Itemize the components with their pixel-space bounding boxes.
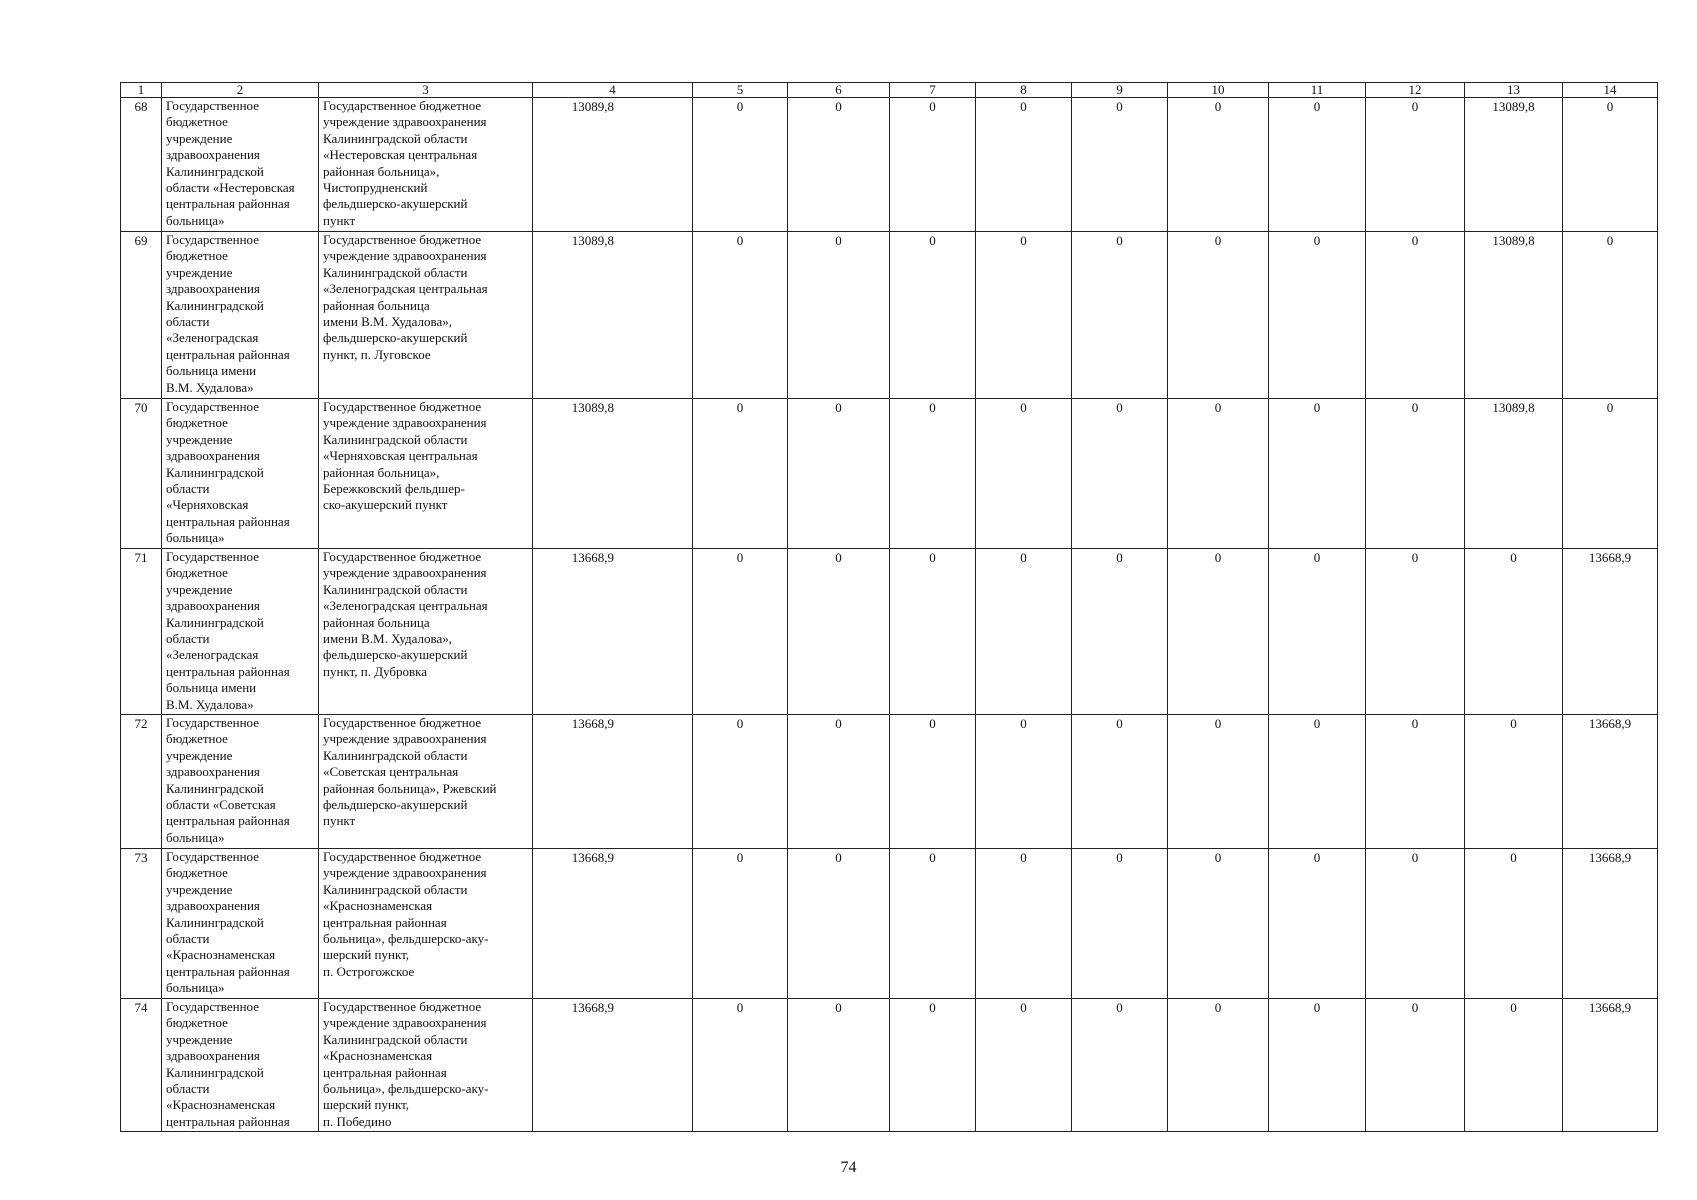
value-cell: 0 xyxy=(1465,715,1563,849)
value-cell: 0 xyxy=(788,549,890,715)
row-number: 72 xyxy=(121,715,162,849)
value-cell: 0 xyxy=(1366,232,1465,399)
value-cell: 13668,9 xyxy=(1563,549,1658,715)
column-header: 1 xyxy=(121,83,162,98)
value-cell: 0 xyxy=(788,849,890,999)
value-cell: 0 xyxy=(890,399,976,549)
value-cell: 0 xyxy=(1072,999,1168,1132)
column-header: 2 xyxy=(162,83,319,98)
value-cell: 0 xyxy=(1072,399,1168,549)
table-row xyxy=(121,849,1658,999)
column-header: 10 xyxy=(1168,83,1269,98)
column-header: 3 xyxy=(319,83,533,98)
value-cell: 0 xyxy=(693,849,788,999)
value-cell: 13668,9 xyxy=(533,715,693,849)
value-cell: 0 xyxy=(1269,98,1366,232)
value-cell: 0 xyxy=(1366,999,1465,1132)
value-cell: 0 xyxy=(693,999,788,1132)
value-cell: 0 xyxy=(976,715,1072,849)
value-cell: 0 xyxy=(976,399,1072,549)
column-header: 13 xyxy=(1465,83,1563,98)
value-cell: 0 xyxy=(890,999,976,1132)
value-cell: 13668,9 xyxy=(533,999,693,1132)
object-cell: Государственное бюджетное учреждение здравоохранения Калининградской области «Зеленоградская центральная районная больница имени В.М. Худалова», фельдшерско-акушерский пункт, п. Луговское xyxy=(319,232,533,399)
value-cell: 13089,8 xyxy=(1465,399,1563,549)
value-cell: 13668,9 xyxy=(533,549,693,715)
value-cell: 0 xyxy=(693,232,788,399)
value-cell: 0 xyxy=(1269,549,1366,715)
page-number: 74 xyxy=(840,1159,857,1176)
value-cell: 0 xyxy=(1168,849,1269,999)
value-cell: 0 xyxy=(1168,98,1269,232)
object-cell: Государственное бюджетное учреждение здравоохранения Калининградской области «Зеленоградская центральная районная больница имени В.М. Худалова», фельдшерско-акушерский пункт, п. Дубровка xyxy=(319,549,533,715)
value-cell: 13089,8 xyxy=(1465,232,1563,399)
value-cell: 0 xyxy=(1563,232,1658,399)
value-cell: 13089,8 xyxy=(533,232,693,399)
value-cell: 0 xyxy=(1269,399,1366,549)
value-cell: 0 xyxy=(890,549,976,715)
recipient-cell: Государственное бюджетное учреждение здравоохранения Калининградской области «Краснознаменская центральная районная больница» xyxy=(162,849,319,999)
value-cell: 0 xyxy=(1072,715,1168,849)
value-cell: 0 xyxy=(788,715,890,849)
value-cell: 0 xyxy=(1366,549,1465,715)
value-cell: 13089,8 xyxy=(533,98,693,232)
value-cell: 0 xyxy=(1269,232,1366,399)
value-cell: 0 xyxy=(1269,849,1366,999)
object-cell: Государственное бюджетное учреждение здравоохранения Калининградской области «Черняховская центральная районная больница», Бережковский фельдшер- ско-акушерский пункт xyxy=(319,399,533,549)
value-cell: 0 xyxy=(1465,849,1563,999)
column-header: 6 xyxy=(788,83,890,98)
value-cell: 0 xyxy=(693,98,788,232)
object-cell: Государственное бюджетное учреждение здравоохранения Калининградской области «Краснознаменская центральная районная больница», фельдшерско-аку- шерский пункт, п. Острогожское xyxy=(319,849,533,999)
value-cell: 0 xyxy=(788,98,890,232)
column-header: 14 xyxy=(1563,83,1658,98)
recipient-cell: Государственное бюджетное учреждение здравоохранения Калининградской области «Нестеровская центральная районная больница» xyxy=(162,98,319,232)
value-cell: 13089,8 xyxy=(533,399,693,549)
value-cell: 0 xyxy=(788,399,890,549)
value-cell: 13668,9 xyxy=(1563,999,1658,1132)
recipient-cell: Государственное бюджетное учреждение здравоохранения Калининградской области «Зеленоградская центральная районная больница имени В.М. Худалова» xyxy=(162,232,319,399)
value-cell: 0 xyxy=(976,98,1072,232)
value-cell: 13668,9 xyxy=(1563,715,1658,849)
value-cell: 0 xyxy=(890,715,976,849)
row-number: 70 xyxy=(121,399,162,549)
value-cell: 0 xyxy=(1072,232,1168,399)
column-header: 9 xyxy=(1072,83,1168,98)
value-cell: 13668,9 xyxy=(533,849,693,999)
value-cell: 0 xyxy=(1366,849,1465,999)
column-header: 8 xyxy=(976,83,1072,98)
value-cell: 0 xyxy=(1366,399,1465,549)
value-cell: 0 xyxy=(1072,849,1168,999)
value-cell: 0 xyxy=(1563,98,1658,232)
value-cell: 0 xyxy=(1366,98,1465,232)
column-header: 11 xyxy=(1269,83,1366,98)
table-row xyxy=(121,715,1658,849)
value-cell: 0 xyxy=(1269,999,1366,1132)
value-cell: 0 xyxy=(890,98,976,232)
value-cell: 0 xyxy=(1465,999,1563,1132)
value-cell: 13089,8 xyxy=(1465,98,1563,232)
value-cell: 0 xyxy=(1168,999,1269,1132)
column-header: 4 xyxy=(533,83,693,98)
value-cell: 0 xyxy=(976,232,1072,399)
column-header: 5 xyxy=(693,83,788,98)
table-row xyxy=(121,999,1658,1132)
value-cell: 0 xyxy=(1269,715,1366,849)
table-row xyxy=(121,399,1658,549)
value-cell: 0 xyxy=(788,232,890,399)
object-cell: Государственное бюджетное учреждение здравоохранения Калининградской области «Краснознаменская центральная районная больница», фельдшерско-аку- шерский пункт, п. Победино xyxy=(319,999,533,1132)
table-row xyxy=(121,232,1658,399)
table-row xyxy=(121,98,1658,232)
value-cell: 0 xyxy=(693,399,788,549)
column-number-row xyxy=(121,83,1658,98)
value-cell: 0 xyxy=(1168,549,1269,715)
row-number: 69 xyxy=(121,232,162,399)
value-cell: 0 xyxy=(693,715,788,849)
row-number: 74 xyxy=(121,999,162,1132)
table-row xyxy=(121,549,1658,715)
value-cell: 0 xyxy=(890,849,976,999)
value-cell: 0 xyxy=(1366,715,1465,849)
value-cell: 0 xyxy=(1072,549,1168,715)
subsidy-table xyxy=(120,82,1658,1132)
value-cell: 0 xyxy=(976,999,1072,1132)
object-cell: Государственное бюджетное учреждение здравоохранения Калининградской области «Нестеровская центральная районная больница», Чистопрудненский фельдшерско-акушерский пункт xyxy=(319,98,533,232)
document-table-area xyxy=(120,82,1657,1132)
column-header: 12 xyxy=(1366,83,1465,98)
value-cell: 0 xyxy=(1563,399,1658,549)
value-cell: 0 xyxy=(890,232,976,399)
value-cell: 0 xyxy=(976,549,1072,715)
value-cell: 0 xyxy=(976,849,1072,999)
value-cell: 0 xyxy=(1168,232,1269,399)
recipient-cell: Государственное бюджетное учреждение здравоохранения Калининградской области «Черняховская центральная районная больница» xyxy=(162,399,319,549)
value-cell: 0 xyxy=(1072,98,1168,232)
value-cell: 0 xyxy=(788,999,890,1132)
recipient-cell: Государственное бюджетное учреждение здравоохранения Калининградской области «Зеленоградская центральная районная больница имени В.М. Худалова» xyxy=(162,549,319,715)
value-cell: 0 xyxy=(1465,549,1563,715)
object-cell: Государственное бюджетное учреждение здравоохранения Калининградской области «Советская центральная районная больница», Ржевский фельдшерско-акушерский пункт xyxy=(319,715,533,849)
value-cell: 0 xyxy=(1168,715,1269,849)
recipient-cell: Государственное бюджетное учреждение здравоохранения Калининградской области «Краснознаменская центральная районная xyxy=(162,999,319,1132)
row-number: 68 xyxy=(121,98,162,232)
value-cell: 13668,9 xyxy=(1563,849,1658,999)
recipient-cell: Государственное бюджетное учреждение здравоохранения Калининградской области «Советская центральная районная больница» xyxy=(162,715,319,849)
value-cell: 0 xyxy=(1168,399,1269,549)
value-cell: 0 xyxy=(693,549,788,715)
column-header: 7 xyxy=(890,83,976,98)
row-number: 73 xyxy=(121,849,162,999)
row-number: 71 xyxy=(121,549,162,715)
